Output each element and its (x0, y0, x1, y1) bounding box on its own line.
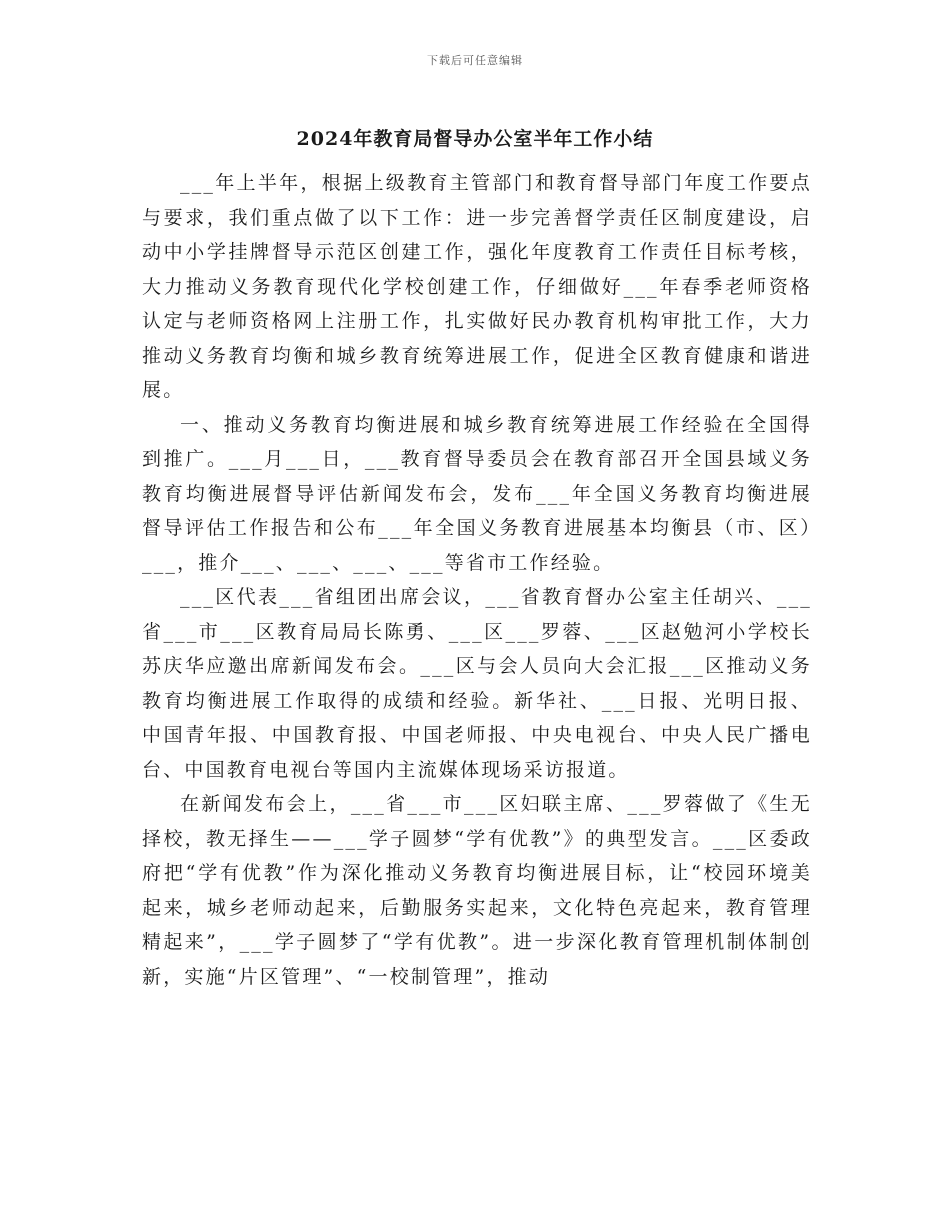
document-title: 2024年教育局督导办公室半年工作小结 (296, 128, 654, 150)
paragraph-intro: ___年上半年，根据上级教育主管部门和教育督导部门年度工作要点与要求，我们重点做了以下工作：进一步完善督学责任区制度建设，启动中小学挂牌督导示范区创建工作，强化年度教育工作责任目标考核，大力推动义务教育现代化学校创建工作，仔细做好___年春季老师资格认定与老师资格网上注册工作，扎实做好民办教育机构审批工作，大力推动义务教育均衡和城乡教育统筹进展工作，促进全区教育健康和谐进展。 (142, 172, 812, 401)
document-body (142, 166, 812, 994)
paragraph-press-conference: 在新闻发布会上，___省___市___区妇联主席、___罗蓉做了《生无择校，教无择生——___学子圆梦“学有优教”》的典型发言。___区委政府把“学有优教”作为深化推动义务教育均衡进展目标，让“校园环境美起来，城乡老师动起来，后勤服务实起来，文化特色亮起来，教育管理精起来”，___学子圆梦了“学有优教”。进一步深化教育管理机制体制创新，实施“片区管理”、“一校制管理”，推动 (142, 793, 812, 988)
paragraph-delegates: ___区代表___省组团出席会议，___省教育督办公室主任胡兴、___省___市___区教育局局长陈勇、___区___罗蓉、___区赵勉河小学校长苏庆华应邀出席新闻发布会。___区与会人员向大会汇报___区推动义务教育均衡进展工作取得的成绩和经验。新华社、___日报、光明日报、中国青年报、中国教育报、中国老师报、中央电视台、中央人民广播电台、中国教育电视台等国内主流媒体现场采访报道。 (142, 586, 812, 781)
header-note: 下载后可任意编辑 (427, 54, 523, 67)
paragraph-section-one: 一、推动义务教育均衡进展和城乡教育统筹进展工作经验在全国得到推广。___月___日，___教育督导委员会在教育部召开全国县域义务教育均衡进展督导评估新闻发布会，发布___年全国义务教育均衡进展督导评估工作报告和公布___年全国义务教育进展基本均衡县（市、区）___，推介___、___、___、___等省市工作经验。 (142, 413, 812, 574)
